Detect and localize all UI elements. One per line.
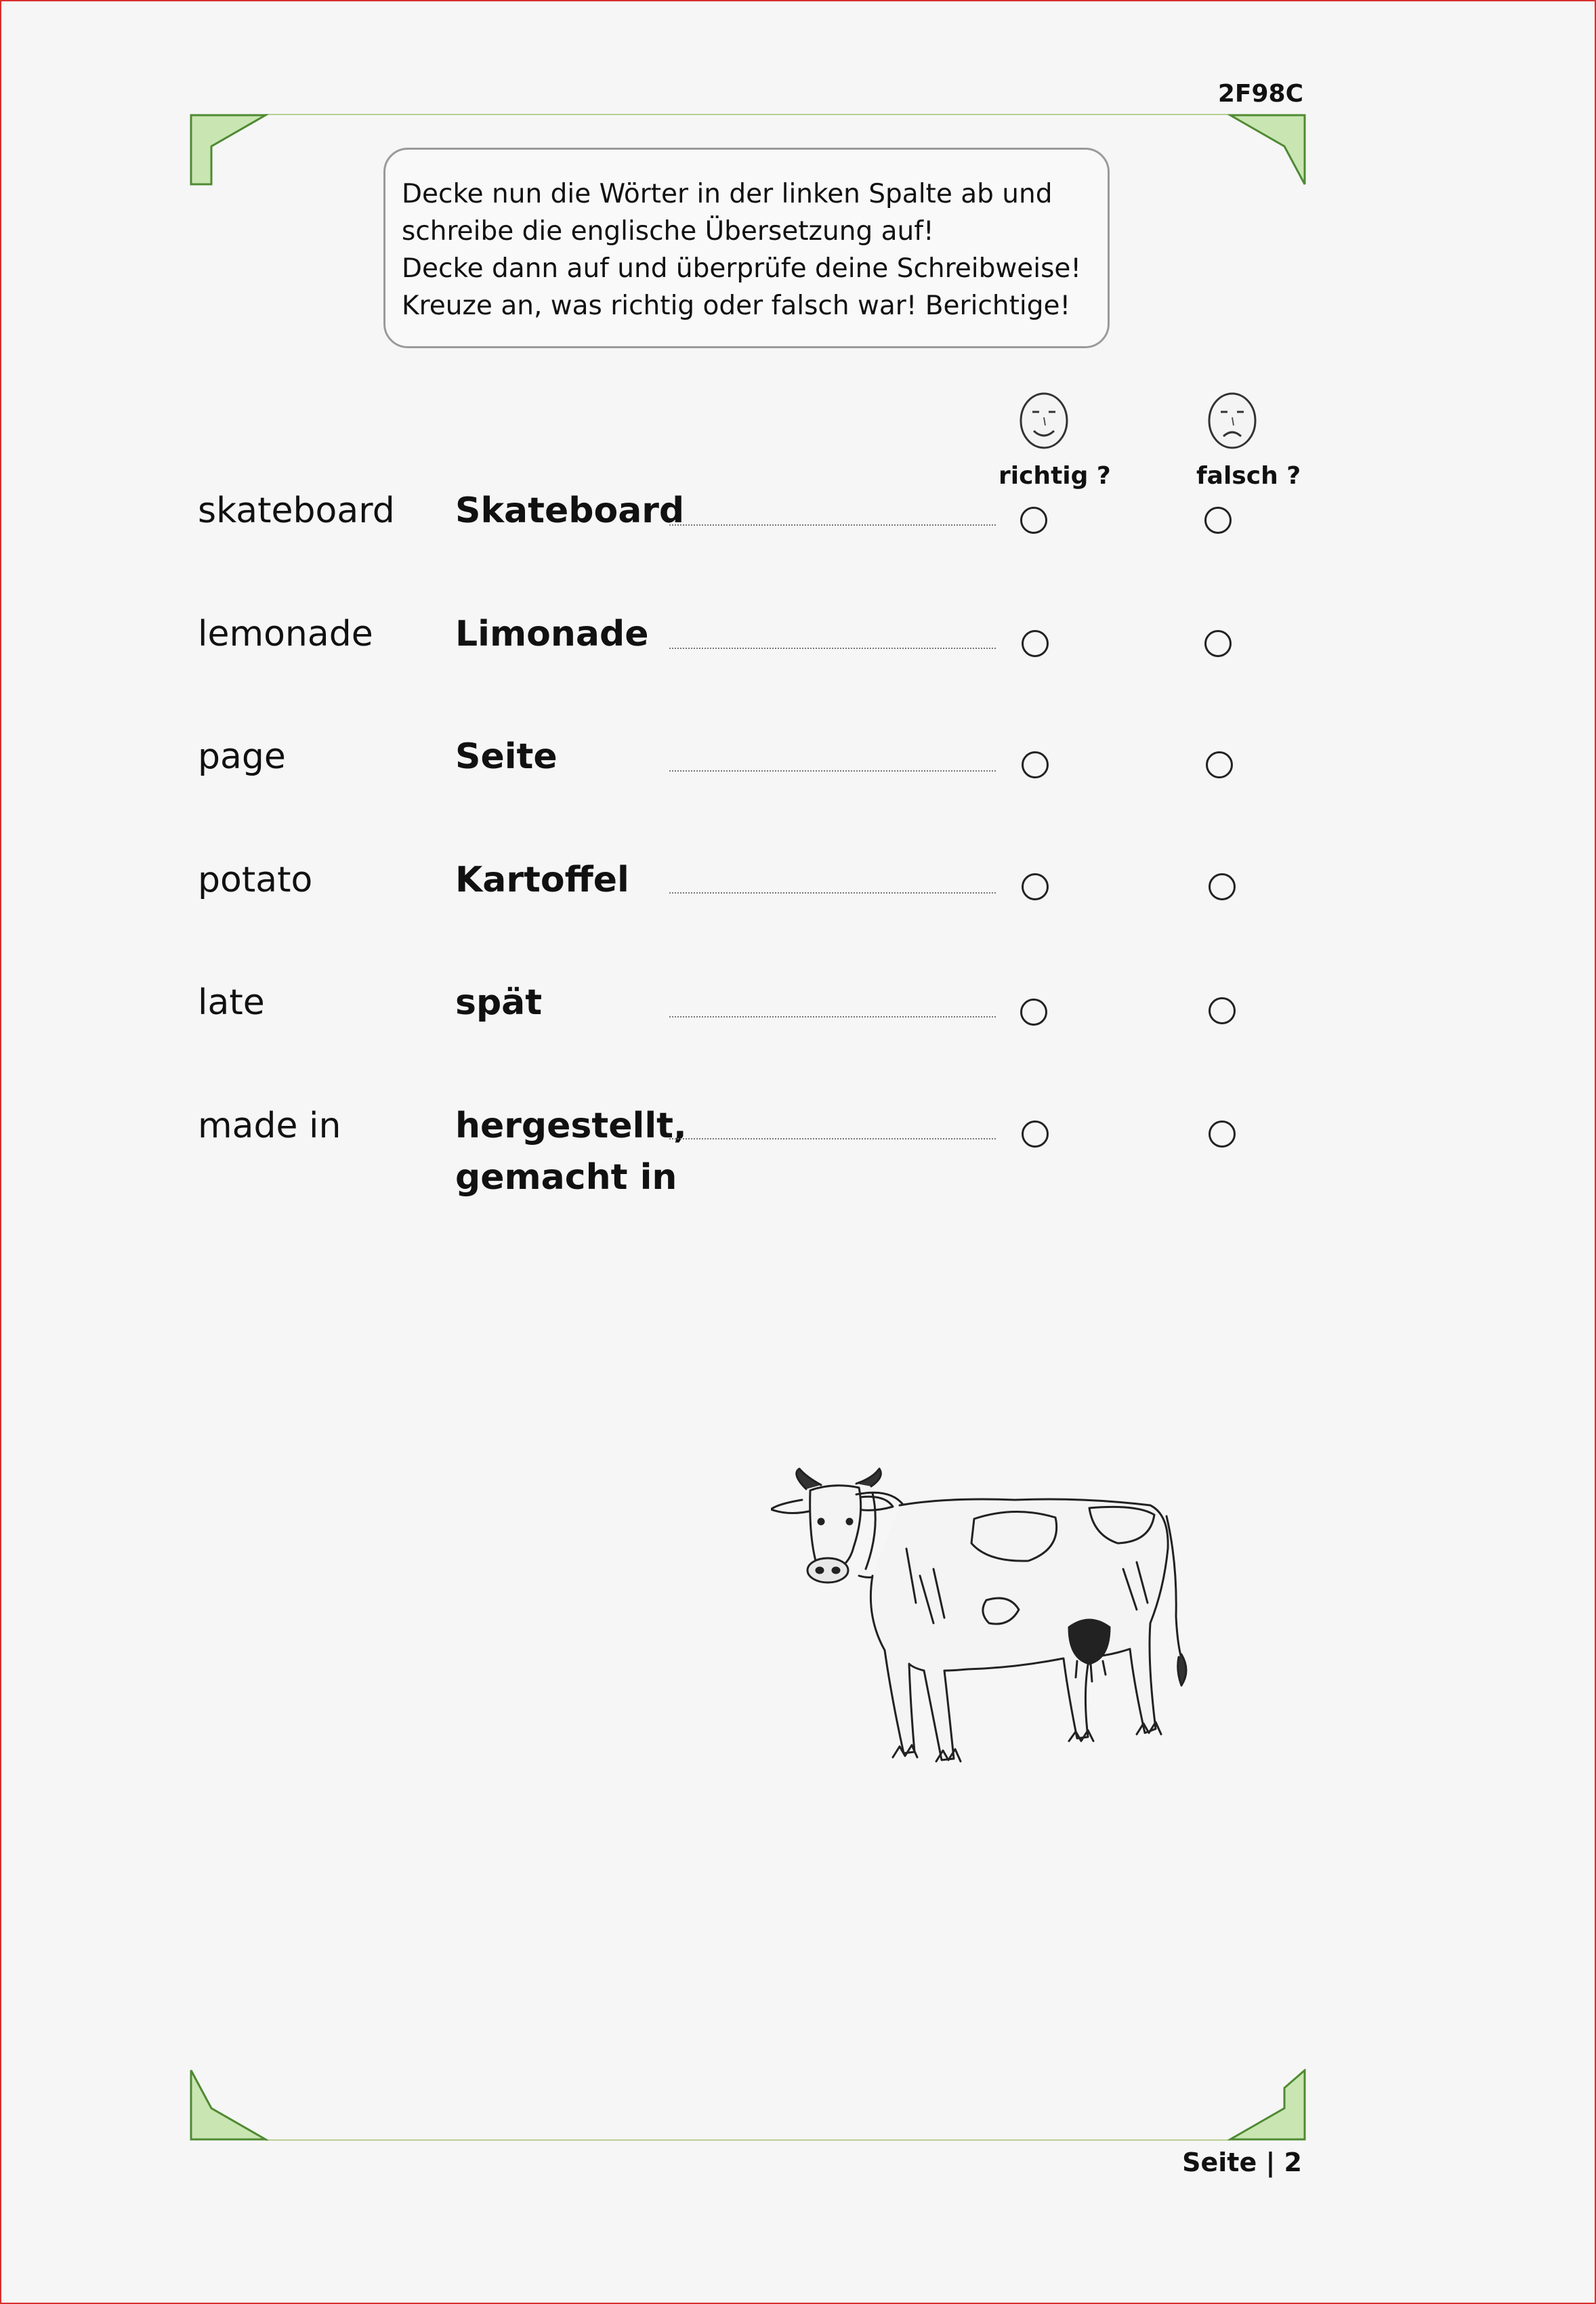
german-word-line1: hergestellt, xyxy=(455,1106,687,1146)
german-word: Limonade xyxy=(455,614,649,654)
english-word: skateboard xyxy=(198,490,395,531)
english-word: page xyxy=(198,736,286,777)
answer-line[interactable] xyxy=(669,892,996,894)
correct-radio[interactable] xyxy=(1022,873,1049,900)
answer-line[interactable] xyxy=(669,1016,996,1018)
correct-radio[interactable] xyxy=(1020,999,1047,1026)
german-word xyxy=(455,1100,687,1203)
frowning-face-icon xyxy=(1207,392,1257,450)
wrong-radio[interactable] xyxy=(1209,1120,1236,1148)
wrong-radio[interactable] xyxy=(1209,873,1236,900)
german-word: spät xyxy=(455,982,543,1023)
bottom-right-corner-ornament xyxy=(1227,2069,1306,2141)
top-left-corner-ornament xyxy=(190,114,268,186)
instruction-line: Decke nun die Wörter in der linken Spalte ab und xyxy=(402,179,1053,209)
smiling-face-icon xyxy=(1019,392,1069,450)
wrong-column-header: falsch ? xyxy=(1196,462,1301,490)
bottom-frame-line xyxy=(266,2139,1227,2141)
correct-column-header: richtig ? xyxy=(999,462,1111,490)
english-word: potato xyxy=(198,860,313,900)
answer-line[interactable] xyxy=(669,648,996,649)
german-word-line2: gemacht in xyxy=(455,1157,677,1198)
german-word: Kartoffel xyxy=(455,860,629,900)
german-word: Seite xyxy=(455,736,558,777)
vocab-row xyxy=(0,1104,1596,1206)
answer-line[interactable] xyxy=(669,1138,996,1139)
english-word: late xyxy=(198,982,265,1023)
instruction-line: Kreuze an, was richtig oder falsch war! Berichtige! xyxy=(402,291,1071,321)
cow-illustration xyxy=(771,1467,1191,1775)
document-code: 2F98C xyxy=(1217,80,1303,108)
vocab-row xyxy=(0,612,1596,714)
top-right-corner-ornament xyxy=(1227,114,1306,186)
wrong-radio[interactable] xyxy=(1206,751,1233,778)
correct-radio[interactable] xyxy=(1020,507,1047,534)
top-frame-line xyxy=(266,114,1227,115)
correct-radio[interactable] xyxy=(1022,751,1049,778)
correct-radio[interactable] xyxy=(1022,1120,1049,1148)
vocab-row xyxy=(0,735,1596,837)
page-number: Seite | 2 xyxy=(1182,2148,1302,2177)
wrong-radio[interactable] xyxy=(1209,997,1236,1024)
instruction-line: Decke dann auf und überprüfe deine Schreibweise! xyxy=(402,253,1082,284)
answer-line[interactable] xyxy=(669,770,996,772)
wrong-radio[interactable] xyxy=(1204,630,1232,657)
wrong-radio[interactable] xyxy=(1204,507,1232,534)
answer-line[interactable] xyxy=(669,524,996,526)
vocab-row xyxy=(0,858,1596,960)
instruction-box xyxy=(383,148,1110,348)
english-word: lemonade xyxy=(198,614,373,654)
instruction-line: schreibe die englische Übersetzung auf! xyxy=(402,216,934,247)
correct-radio[interactable] xyxy=(1022,630,1049,657)
vocab-row xyxy=(0,981,1596,1083)
english-word: made in xyxy=(198,1106,341,1146)
vocab-row xyxy=(0,489,1596,591)
bottom-left-corner-ornament xyxy=(190,2069,268,2141)
german-word: Skateboard xyxy=(455,490,685,531)
